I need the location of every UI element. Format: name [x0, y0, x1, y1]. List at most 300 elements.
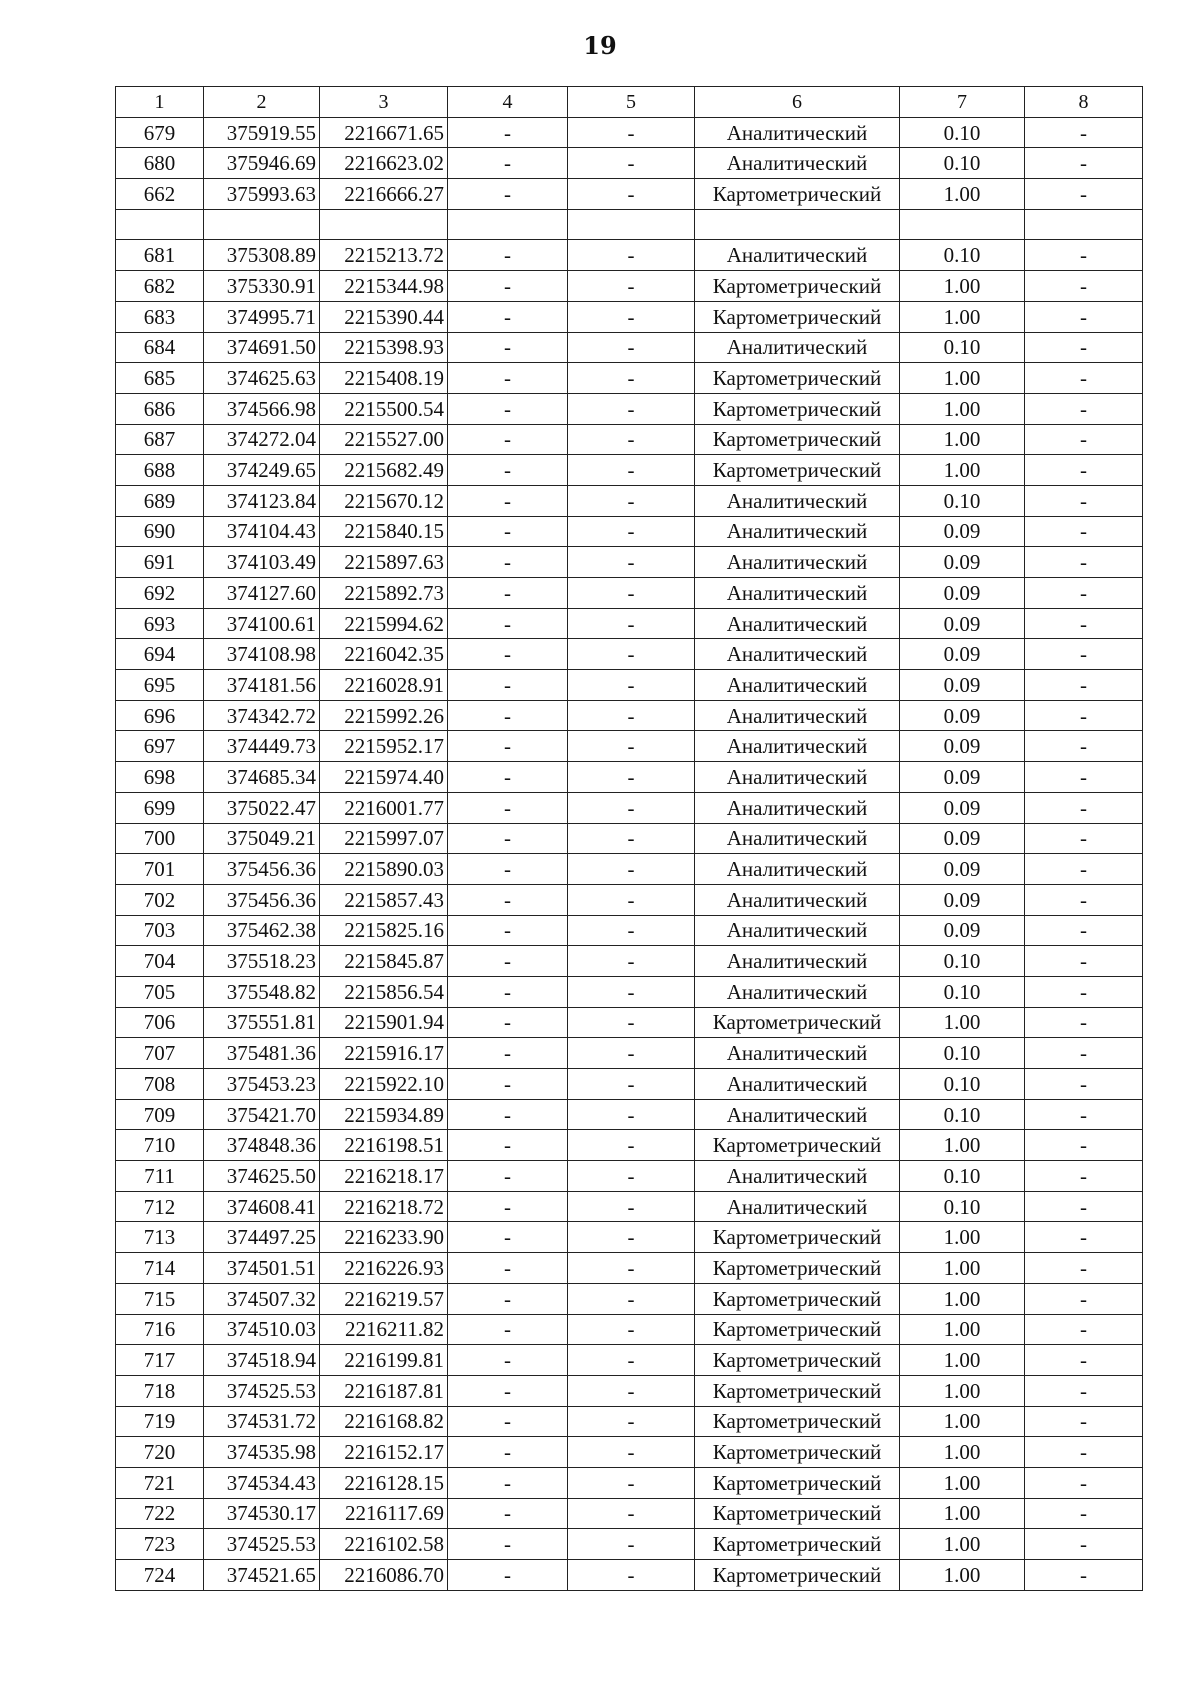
accuracy-cell: 1.00 — [900, 301, 1025, 332]
col4-cell: - — [448, 1283, 568, 1314]
col5-cell: - — [568, 1314, 695, 1345]
accuracy-cell: 0.10 — [900, 1099, 1025, 1130]
x-coordinate-cell: 375022.47 — [204, 792, 320, 823]
y-coordinate-cell — [320, 209, 448, 240]
y-coordinate-cell: 2216219.57 — [320, 1283, 448, 1314]
table-row — [116, 1283, 1143, 1314]
column-header: 5 — [568, 87, 695, 118]
point-number-cell: 682 — [116, 271, 204, 302]
col8-cell: - — [1025, 884, 1143, 915]
accuracy-cell: 1.00 — [900, 1467, 1025, 1498]
col8-cell: - — [1025, 547, 1143, 578]
y-coordinate-cell: 2215934.89 — [320, 1099, 448, 1130]
col5-cell: - — [568, 1161, 695, 1192]
table-header-row — [116, 87, 1143, 118]
table-row — [116, 1222, 1143, 1253]
x-coordinate-cell: 375946.69 — [204, 148, 320, 179]
column-header: 8 — [1025, 87, 1143, 118]
col4-cell: - — [448, 117, 568, 148]
accuracy-cell: 0.09 — [900, 792, 1025, 823]
point-number-cell: 696 — [116, 700, 204, 731]
col4-cell: - — [448, 1437, 568, 1468]
col4-cell: - — [448, 363, 568, 394]
x-coordinate-cell: 374521.65 — [204, 1560, 320, 1591]
table-row — [116, 762, 1143, 793]
col5-cell: - — [568, 1498, 695, 1529]
table-row — [116, 1406, 1143, 1437]
col4-cell: - — [448, 547, 568, 578]
col5-cell: - — [568, 547, 695, 578]
accuracy-cell: 0.10 — [900, 148, 1025, 179]
y-coordinate-cell: 2215213.72 — [320, 240, 448, 271]
method-cell: Картометрический — [695, 455, 900, 486]
accuracy-cell: 0.09 — [900, 547, 1025, 578]
y-coordinate-cell: 2216001.77 — [320, 792, 448, 823]
point-number-cell: 691 — [116, 547, 204, 578]
point-number-cell: 704 — [116, 946, 204, 977]
y-coordinate-cell: 2215952.17 — [320, 731, 448, 762]
table-row — [116, 731, 1143, 762]
method-cell: Картометрический — [695, 1007, 900, 1038]
accuracy-cell: 1.00 — [900, 1406, 1025, 1437]
accuracy-cell: 1.00 — [900, 1437, 1025, 1468]
accuracy-cell: 0.10 — [900, 117, 1025, 148]
point-number-cell: 700 — [116, 823, 204, 854]
col4-cell: - — [448, 700, 568, 731]
col5-cell: - — [568, 1467, 695, 1498]
col8-cell: - — [1025, 363, 1143, 394]
col8-cell: - — [1025, 301, 1143, 332]
col4-cell: - — [448, 578, 568, 609]
col8-cell: - — [1025, 117, 1143, 148]
col5-cell: - — [568, 976, 695, 1007]
table-row — [116, 148, 1143, 179]
point-number-cell: 679 — [116, 117, 204, 148]
table-row — [116, 1253, 1143, 1284]
y-coordinate-cell: 2216117.69 — [320, 1498, 448, 1529]
x-coordinate-cell: 374249.65 — [204, 455, 320, 486]
point-number-cell: 702 — [116, 884, 204, 915]
col5-cell: - — [568, 240, 695, 271]
col4-cell — [448, 209, 568, 240]
table-row — [116, 946, 1143, 977]
method-cell: Аналитический — [695, 332, 900, 363]
col4-cell: - — [448, 1191, 568, 1222]
col4-cell: - — [448, 1406, 568, 1437]
table-row — [116, 240, 1143, 271]
method-cell: Аналитический — [695, 485, 900, 516]
col5-cell: - — [568, 1253, 695, 1284]
table-row — [116, 301, 1143, 332]
method-cell: Аналитический — [695, 117, 900, 148]
col8-cell: - — [1025, 455, 1143, 486]
col5-cell: - — [568, 1007, 695, 1038]
point-number-cell: 722 — [116, 1498, 204, 1529]
x-coordinate-cell: 375993.63 — [204, 179, 320, 210]
accuracy-cell: 1.00 — [900, 363, 1025, 394]
table-row — [116, 884, 1143, 915]
point-number-cell: 688 — [116, 455, 204, 486]
accuracy-cell: 1.00 — [900, 1560, 1025, 1591]
y-coordinate-cell: 2215994.62 — [320, 608, 448, 639]
method-cell: Аналитический — [695, 547, 900, 578]
point-number-cell: 692 — [116, 578, 204, 609]
col8-cell: - — [1025, 1498, 1143, 1529]
x-coordinate-cell: 374507.32 — [204, 1283, 320, 1314]
table-row — [116, 976, 1143, 1007]
accuracy-cell: 0.09 — [900, 578, 1025, 609]
accuracy-cell: 0.09 — [900, 700, 1025, 731]
accuracy-cell: 0.10 — [900, 332, 1025, 363]
table-row — [116, 700, 1143, 731]
method-cell: Аналитический — [695, 915, 900, 946]
col4-cell: - — [448, 455, 568, 486]
x-coordinate-cell: 374497.25 — [204, 1222, 320, 1253]
method-cell: Аналитический — [695, 976, 900, 1007]
method-cell: Аналитический — [695, 240, 900, 271]
point-number-cell: 680 — [116, 148, 204, 179]
point-number-cell: 686 — [116, 393, 204, 424]
col4-cell: - — [448, 823, 568, 854]
table-row — [116, 1038, 1143, 1069]
y-coordinate-cell: 2216218.17 — [320, 1161, 448, 1192]
y-coordinate-cell: 2215825.16 — [320, 915, 448, 946]
point-number-cell: 714 — [116, 1253, 204, 1284]
column-header: 2 — [204, 87, 320, 118]
col5-cell: - — [568, 1345, 695, 1376]
col4-cell: - — [448, 608, 568, 639]
x-coordinate-cell — [204, 209, 320, 240]
method-cell: Аналитический — [695, 516, 900, 547]
col5-cell: - — [568, 1560, 695, 1591]
table-row — [116, 1467, 1143, 1498]
y-coordinate-cell: 2216042.35 — [320, 639, 448, 670]
x-coordinate-cell: 374449.73 — [204, 731, 320, 762]
method-cell: Аналитический — [695, 1161, 900, 1192]
col4-cell: - — [448, 148, 568, 179]
col4-cell: - — [448, 1161, 568, 1192]
y-coordinate-cell: 2215992.26 — [320, 700, 448, 731]
col5-cell: - — [568, 884, 695, 915]
column-header: 1 — [116, 87, 204, 118]
accuracy-cell: 1.00 — [900, 1529, 1025, 1560]
point-number-cell: 711 — [116, 1161, 204, 1192]
col4-cell: - — [448, 240, 568, 271]
x-coordinate-cell: 374531.72 — [204, 1406, 320, 1437]
y-coordinate-cell: 2216199.81 — [320, 1345, 448, 1376]
col4-cell: - — [448, 393, 568, 424]
accuracy-cell: 1.00 — [900, 1314, 1025, 1345]
col5-cell: - — [568, 731, 695, 762]
col5-cell: - — [568, 301, 695, 332]
col4-cell: - — [448, 1099, 568, 1130]
column-header: 6 — [695, 87, 900, 118]
col8-cell: - — [1025, 1099, 1143, 1130]
accuracy-cell: 1.00 — [900, 393, 1025, 424]
accuracy-cell: 1.00 — [900, 271, 1025, 302]
col4-cell: - — [448, 1253, 568, 1284]
accuracy-cell: 0.10 — [900, 946, 1025, 977]
table-row — [116, 854, 1143, 885]
x-coordinate-cell: 374995.71 — [204, 301, 320, 332]
y-coordinate-cell: 2216198.51 — [320, 1130, 448, 1161]
col5-cell: - — [568, 1375, 695, 1406]
table-row — [116, 639, 1143, 670]
table-row — [116, 670, 1143, 701]
point-number-cell: 705 — [116, 976, 204, 1007]
col4-cell: - — [448, 854, 568, 885]
col8-cell: - — [1025, 271, 1143, 302]
method-cell: Картометрический — [695, 1498, 900, 1529]
table-row — [116, 424, 1143, 455]
col4-cell: - — [448, 1498, 568, 1529]
x-coordinate-cell: 374691.50 — [204, 332, 320, 363]
col8-cell: - — [1025, 670, 1143, 701]
method-cell: Картометрический — [695, 1529, 900, 1560]
col5-cell: - — [568, 1069, 695, 1100]
point-number-cell: 716 — [116, 1314, 204, 1345]
col8-cell: - — [1025, 578, 1143, 609]
col4-cell: - — [448, 424, 568, 455]
y-coordinate-cell: 2216086.70 — [320, 1560, 448, 1591]
col4-cell: - — [448, 1038, 568, 1069]
col8-cell: - — [1025, 1345, 1143, 1376]
method-cell: Аналитический — [695, 148, 900, 179]
method-cell: Аналитический — [695, 639, 900, 670]
col5-cell: - — [568, 1130, 695, 1161]
table-row — [116, 209, 1143, 240]
table-row — [116, 1069, 1143, 1100]
col5-cell: - — [568, 1406, 695, 1437]
col8-cell: - — [1025, 731, 1143, 762]
y-coordinate-cell: 2215398.93 — [320, 332, 448, 363]
point-number-cell: 707 — [116, 1038, 204, 1069]
point-number-cell: 724 — [116, 1560, 204, 1591]
accuracy-cell: 0.09 — [900, 516, 1025, 547]
col8-cell: - — [1025, 1467, 1143, 1498]
col8-cell: - — [1025, 393, 1143, 424]
method-cell: Картометрический — [695, 363, 900, 394]
point-number-cell: 689 — [116, 485, 204, 516]
col4-cell: - — [448, 1314, 568, 1345]
accuracy-cell: 0.09 — [900, 670, 1025, 701]
accuracy-cell: 1.00 — [900, 455, 1025, 486]
y-coordinate-cell: 2216211.82 — [320, 1314, 448, 1345]
y-coordinate-cell: 2216152.17 — [320, 1437, 448, 1468]
point-number-cell: 695 — [116, 670, 204, 701]
method-cell: Аналитический — [695, 608, 900, 639]
point-number-cell: 717 — [116, 1345, 204, 1376]
col4-cell: - — [448, 792, 568, 823]
method-cell: Картометрический — [695, 1406, 900, 1437]
x-coordinate-cell: 375453.23 — [204, 1069, 320, 1100]
point-number-cell — [116, 209, 204, 240]
accuracy-cell: 0.09 — [900, 884, 1025, 915]
method-cell: Картометрический — [695, 301, 900, 332]
column-header: 7 — [900, 87, 1025, 118]
accuracy-cell: 0.09 — [900, 731, 1025, 762]
y-coordinate-cell: 2215890.03 — [320, 854, 448, 885]
col5-cell: - — [568, 915, 695, 946]
col5-cell: - — [568, 762, 695, 793]
col8-cell: - — [1025, 762, 1143, 793]
col5-cell — [568, 209, 695, 240]
x-coordinate-cell: 374608.41 — [204, 1191, 320, 1222]
col8-cell — [1025, 209, 1143, 240]
method-cell: Аналитический — [695, 1069, 900, 1100]
y-coordinate-cell: 2215857.43 — [320, 884, 448, 915]
accuracy-cell: 1.00 — [900, 1007, 1025, 1038]
x-coordinate-cell: 374625.50 — [204, 1161, 320, 1192]
point-number-cell: 699 — [116, 792, 204, 823]
y-coordinate-cell: 2215840.15 — [320, 516, 448, 547]
table-row — [116, 363, 1143, 394]
col5-cell: - — [568, 854, 695, 885]
x-coordinate-cell: 374525.53 — [204, 1375, 320, 1406]
method-cell: Картометрический — [695, 424, 900, 455]
col8-cell: - — [1025, 854, 1143, 885]
point-number-cell: 708 — [116, 1069, 204, 1100]
y-coordinate-cell: 2216102.58 — [320, 1529, 448, 1560]
col8-cell: - — [1025, 1161, 1143, 1192]
accuracy-cell: 1.00 — [900, 424, 1025, 455]
col4-cell: - — [448, 1375, 568, 1406]
point-number-cell: 715 — [116, 1283, 204, 1314]
col8-cell: - — [1025, 179, 1143, 210]
accuracy-cell: 1.00 — [900, 1375, 1025, 1406]
col8-cell: - — [1025, 1130, 1143, 1161]
y-coordinate-cell: 2215897.63 — [320, 547, 448, 578]
x-coordinate-cell: 374534.43 — [204, 1467, 320, 1498]
col5-cell: - — [568, 485, 695, 516]
point-number-cell: 721 — [116, 1467, 204, 1498]
col5-cell: - — [568, 670, 695, 701]
x-coordinate-cell: 374566.98 — [204, 393, 320, 424]
table-row — [116, 455, 1143, 486]
table-row — [116, 1498, 1143, 1529]
col4-cell: - — [448, 1130, 568, 1161]
col4-cell: - — [448, 639, 568, 670]
point-number-cell: 718 — [116, 1375, 204, 1406]
method-cell: Картометрический — [695, 1314, 900, 1345]
table-row — [116, 1314, 1143, 1345]
method-cell: Аналитический — [695, 1038, 900, 1069]
x-coordinate-cell: 375049.21 — [204, 823, 320, 854]
y-coordinate-cell: 2216666.27 — [320, 179, 448, 210]
accuracy-cell: 1.00 — [900, 1283, 1025, 1314]
point-number-cell: 709 — [116, 1099, 204, 1130]
table-row — [116, 1560, 1143, 1591]
col5-cell: - — [568, 455, 695, 486]
page-number: 19 — [583, 31, 617, 60]
col8-cell: - — [1025, 700, 1143, 731]
col8-cell: - — [1025, 485, 1143, 516]
col5-cell: - — [568, 1529, 695, 1560]
table-row — [116, 485, 1143, 516]
point-number-cell: 713 — [116, 1222, 204, 1253]
col8-cell: - — [1025, 1560, 1143, 1591]
y-coordinate-cell: 2215916.17 — [320, 1038, 448, 1069]
method-cell: Картометрический — [695, 1467, 900, 1498]
x-coordinate-cell: 375330.91 — [204, 271, 320, 302]
x-coordinate-cell: 375548.82 — [204, 976, 320, 1007]
col5-cell: - — [568, 946, 695, 977]
y-coordinate-cell: 2215922.10 — [320, 1069, 448, 1100]
accuracy-cell — [900, 209, 1025, 240]
point-number-cell: 701 — [116, 854, 204, 885]
x-coordinate-cell: 374342.72 — [204, 700, 320, 731]
column-header: 4 — [448, 87, 568, 118]
y-coordinate-cell: 2215845.87 — [320, 946, 448, 977]
accuracy-cell: 0.09 — [900, 762, 1025, 793]
x-coordinate-cell: 374272.04 — [204, 424, 320, 455]
x-coordinate-cell: 375462.38 — [204, 915, 320, 946]
col8-cell: - — [1025, 946, 1143, 977]
x-coordinate-cell: 375919.55 — [204, 117, 320, 148]
col8-cell: - — [1025, 1437, 1143, 1468]
col4-cell: - — [448, 179, 568, 210]
col8-cell: - — [1025, 1283, 1143, 1314]
col5-cell: - — [568, 1099, 695, 1130]
point-number-cell: 694 — [116, 639, 204, 670]
y-coordinate-cell: 2215974.40 — [320, 762, 448, 793]
x-coordinate-cell: 374518.94 — [204, 1345, 320, 1376]
x-coordinate-cell: 374100.61 — [204, 608, 320, 639]
y-coordinate-cell: 2216671.65 — [320, 117, 448, 148]
col4-cell: - — [448, 670, 568, 701]
y-coordinate-cell: 2216128.15 — [320, 1467, 448, 1498]
method-cell — [695, 209, 900, 240]
accuracy-cell: 1.00 — [900, 1253, 1025, 1284]
col5-cell: - — [568, 332, 695, 363]
col4-cell: - — [448, 1069, 568, 1100]
col5-cell: - — [568, 424, 695, 455]
col5-cell: - — [568, 393, 695, 424]
method-cell: Картометрический — [695, 1560, 900, 1591]
method-cell: Аналитический — [695, 884, 900, 915]
col5-cell: - — [568, 792, 695, 823]
y-coordinate-cell: 2216233.90 — [320, 1222, 448, 1253]
x-coordinate-cell: 374848.36 — [204, 1130, 320, 1161]
accuracy-cell: 0.10 — [900, 1038, 1025, 1069]
col4-cell: - — [448, 1467, 568, 1498]
method-cell: Аналитический — [695, 578, 900, 609]
x-coordinate-cell: 374127.60 — [204, 578, 320, 609]
col5-cell: - — [568, 1283, 695, 1314]
y-coordinate-cell: 2216226.93 — [320, 1253, 448, 1284]
x-coordinate-cell: 374530.17 — [204, 1498, 320, 1529]
x-coordinate-cell: 374685.34 — [204, 762, 320, 793]
col8-cell: - — [1025, 639, 1143, 670]
table-row — [116, 332, 1143, 363]
method-cell: Аналитический — [695, 670, 900, 701]
table-row — [116, 1191, 1143, 1222]
y-coordinate-cell: 2215670.12 — [320, 485, 448, 516]
accuracy-cell: 1.00 — [900, 1130, 1025, 1161]
y-coordinate-cell: 2215682.49 — [320, 455, 448, 486]
point-number-cell: 684 — [116, 332, 204, 363]
accuracy-cell: 0.10 — [900, 485, 1025, 516]
col8-cell: - — [1025, 823, 1143, 854]
col8-cell: - — [1025, 1007, 1143, 1038]
col8-cell: - — [1025, 1038, 1143, 1069]
col8-cell: - — [1025, 792, 1143, 823]
x-coordinate-cell: 374181.56 — [204, 670, 320, 701]
y-coordinate-cell: 2215997.07 — [320, 823, 448, 854]
y-coordinate-cell: 2215856.54 — [320, 976, 448, 1007]
accuracy-cell: 0.10 — [900, 976, 1025, 1007]
table-row — [116, 823, 1143, 854]
